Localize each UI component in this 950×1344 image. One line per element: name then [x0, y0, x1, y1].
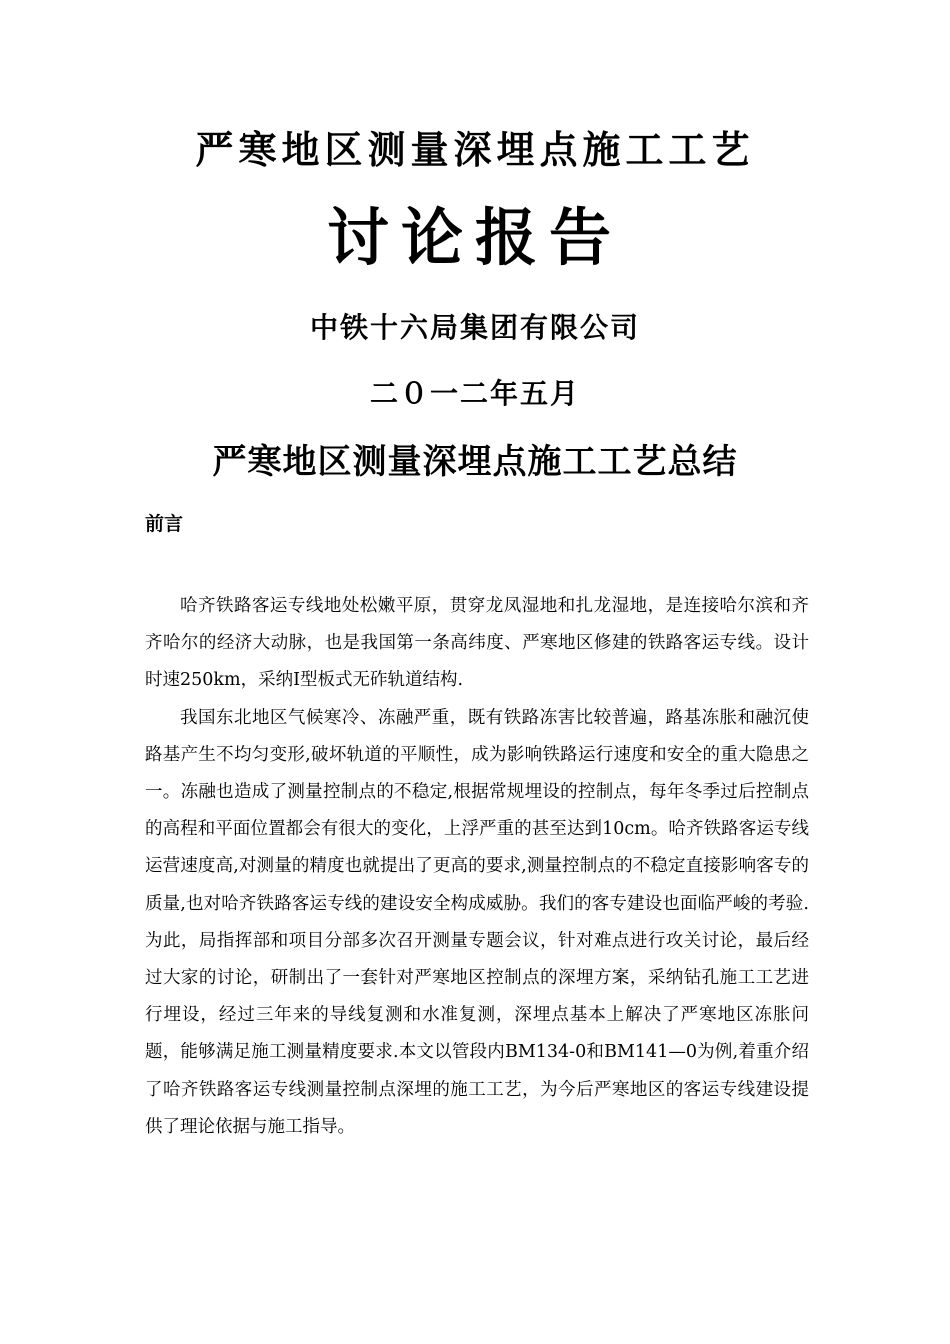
- preface-heading: 前言: [145, 513, 184, 535]
- company-name: 中铁十六局集团有限公司: [309, 311, 640, 344]
- paragraph-2: 我国东北地区气候寒冷、冻融严重，既有铁路冻害比较普遍，路基冻胀和融沉使路基产生不均匀变形,破坏轨道的平顺性，成为影响铁路运行速度和安全的重大隐患之一。冻融也造成了测量控制点的不稳定,根据常规埋设的控制点，每年冬季过后控制点的高程和平面位置都会有很大的变化，上浮严重的甚至达到10cm。哈齐铁路客运专线运营速度高,对测量的精度也就提出了更高的要求,测量控制点的不稳定直接影响客专的质量,也对哈齐铁路客运专线的建设安全构成威胁。我们的客专建设也面临严峻的考验.为此，局指挥部和项目分部多次召开测量专题会议，针对难点进行攻关讨论，最后经过大家的讨论，研制出了一套针对严寒地区控制点的深埋方案，采纳钻孔施工工艺进行埋设，经过三年来的导线复测和水准复测，深埋点基本上解决了严寒地区冻胀问题，能够满足施工测量精度要求.本文以管段内BM134-0和BM141—0为例,着重介绍了哈齐铁路客运专线测量控制点深埋的施工工艺，为今后严寒地区的客运专线建设提供了理论依据与施工指导。: [145, 707, 809, 1137]
- preface-body: [145, 588, 809, 1146]
- report-date: 二０一二年五月: [369, 377, 580, 410]
- report-title-line-1: 严寒地区测量深埋点施工工艺: [195, 127, 755, 172]
- paragraph-1: 哈齐铁路客运专线地处松嫩平原，贯穿龙凤湿地和扎龙湿地，是连接哈尔滨和齐齐哈尔的经济大动脉，也是我国第一条高纬度、严寒地区修建的铁路客运专线。设计时速250km，采纳Ⅰ型板式无砟轨道结构.: [145, 596, 809, 691]
- report-title-line-2: 讨论报告: [326, 201, 623, 274]
- summary-title: 严寒地区测量深埋点施工工艺总结: [212, 442, 738, 482]
